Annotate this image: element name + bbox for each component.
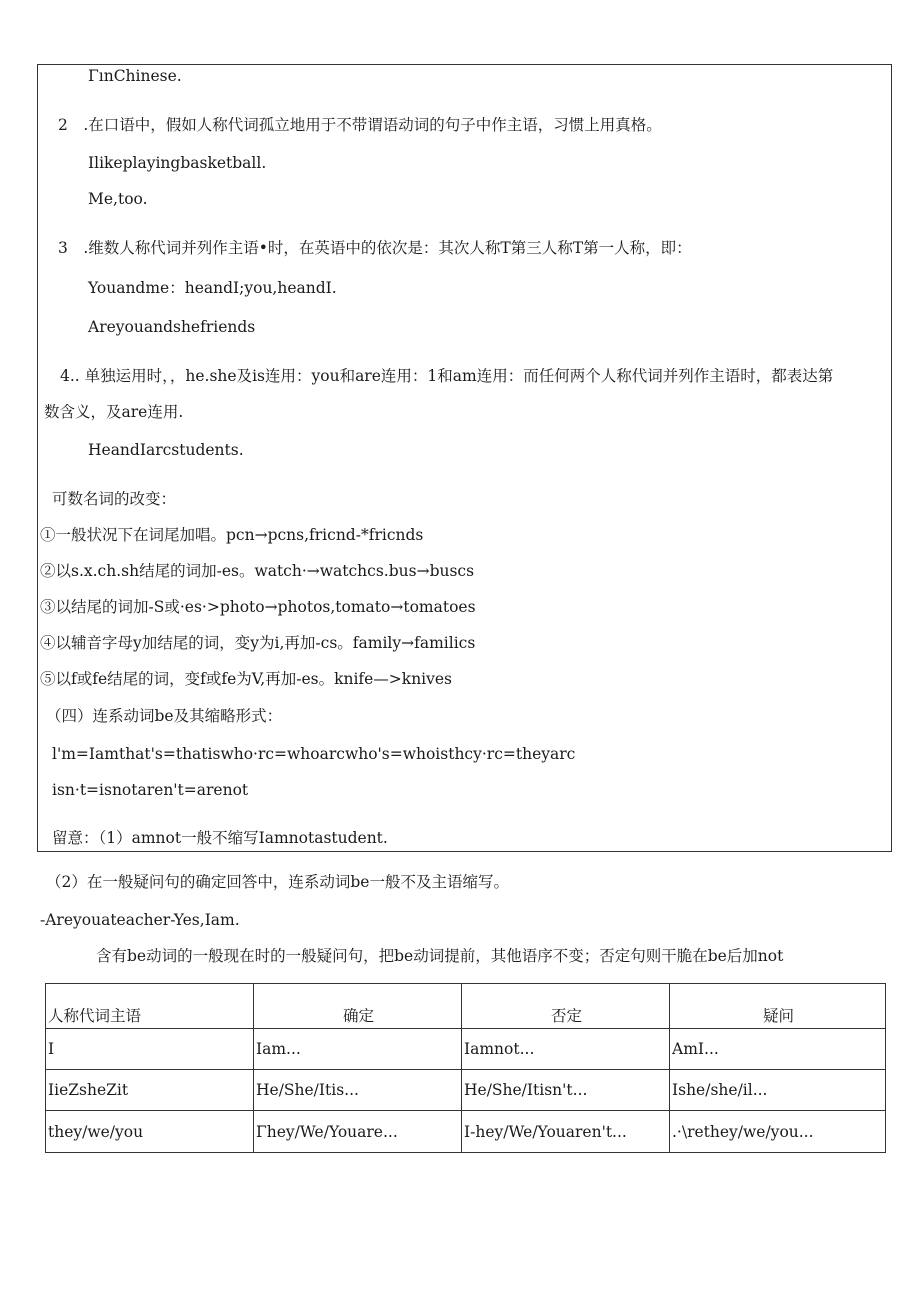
example-sentence: Youandme：heandI;you,heandI. — [88, 279, 337, 297]
table-cell: He/She/Itisn't... — [462, 1070, 670, 1111]
section-heading: 可数名词的改变： — [52, 490, 177, 508]
plural-rule-2: ②以s.x.ch.sh结尾的词加-es。watch·→watchcs.bus→buscs — [40, 562, 475, 580]
table-cell: I-hey/We/Youaren't... — [462, 1111, 670, 1153]
table-cell: I — [46, 1029, 254, 1070]
table-cell: He/She/Itis... — [254, 1070, 462, 1111]
plural-rule-3: ③以结尾的词加-S或·es·>photo→photos,tomato→tomatoes — [40, 598, 476, 616]
example-sentence: Areyouandshefriends — [88, 318, 256, 336]
example-sentence: -Areyouateacher-Yes,Iam. — [40, 911, 240, 929]
example-sentence: ΓınChinese. — [88, 67, 182, 85]
table-cell: .·\rethey/we/you... — [670, 1111, 886, 1153]
table-cell: they/we/you — [46, 1111, 254, 1153]
rule-3-text: 3 .维数人称代词并列作主语•时，在英语中的依次是：其次人称T第三人称T第一人称，即： — [58, 239, 692, 257]
contraction-line: l'm=Iamthat's=thatiswho·rc=whoarcwho's=whoisthcy·rc=theyarc — [52, 745, 576, 763]
table-cell: Ishe/she/il... — [670, 1070, 886, 1111]
contraction-line: isn·t=isnotaren't=arenot — [52, 781, 249, 799]
table-header-cell: 疑问 — [670, 984, 886, 1029]
example-sentence: Me,too. — [88, 190, 148, 208]
table-row — [46, 1029, 886, 1070]
table-cell: Γhey/We/Youare... — [254, 1111, 462, 1153]
grammar-explanation: 含有be动词的一般现在时的一般疑问句，把be动词提前，其他语序不变；否定句则干脆在be后加not — [96, 947, 784, 965]
example-sentence: HeandIarcstudents. — [88, 441, 244, 459]
section-heading: （四）连系动词be及其缩略形式： — [46, 707, 283, 725]
table-header-cell: 否定 — [462, 984, 670, 1029]
table-header-cell: 确定 — [254, 984, 462, 1029]
table-cell: AmI... — [670, 1029, 886, 1070]
rule-2-text: 2 .在口语中，假如人称代词孤立地用于不带谓语动词的句子中作主语，习惯上用真格。 — [58, 116, 662, 134]
table-cell: Iamnot... — [462, 1029, 670, 1070]
table-row — [46, 1070, 886, 1111]
plural-rule-5: ⑤以f或fe结尾的词，变f或fe为V,再加-es。knife—>knives — [40, 670, 453, 688]
table-cell: IieZsheZit — [46, 1070, 254, 1111]
be-verb-table — [45, 983, 886, 1153]
plural-rule-4: ④以辅音字母y加结尾的词，变y为i,再加-cs。family→familics — [40, 634, 476, 652]
table-header-row — [46, 984, 886, 1029]
note-line: 留意：（1）amnot一般不缩写Iamnotastudent. — [52, 829, 388, 847]
rule-4-text-cont: 数含义，及are连用. — [44, 403, 184, 421]
table-cell: Iam... — [254, 1029, 462, 1070]
example-sentence: Ilikeplayingbasketball. — [88, 154, 267, 172]
table-row — [46, 1111, 886, 1153]
rule-4-text: 4.. 单独运用时，，he.she及is连用：you和are连用：1和am连用：而任何两个人称代词并列作主语时，都表达第 — [60, 367, 834, 385]
table-header-cell: 人称代词主语 — [46, 984, 254, 1029]
plural-rule-1: ①一般状况下在词尾加唱。pcn→pcns,fricnd-*fricnds — [40, 526, 424, 544]
note-line: （2）在一般疑问句的确定回答中，连系动词be一般不及主语缩写。 — [46, 873, 509, 891]
